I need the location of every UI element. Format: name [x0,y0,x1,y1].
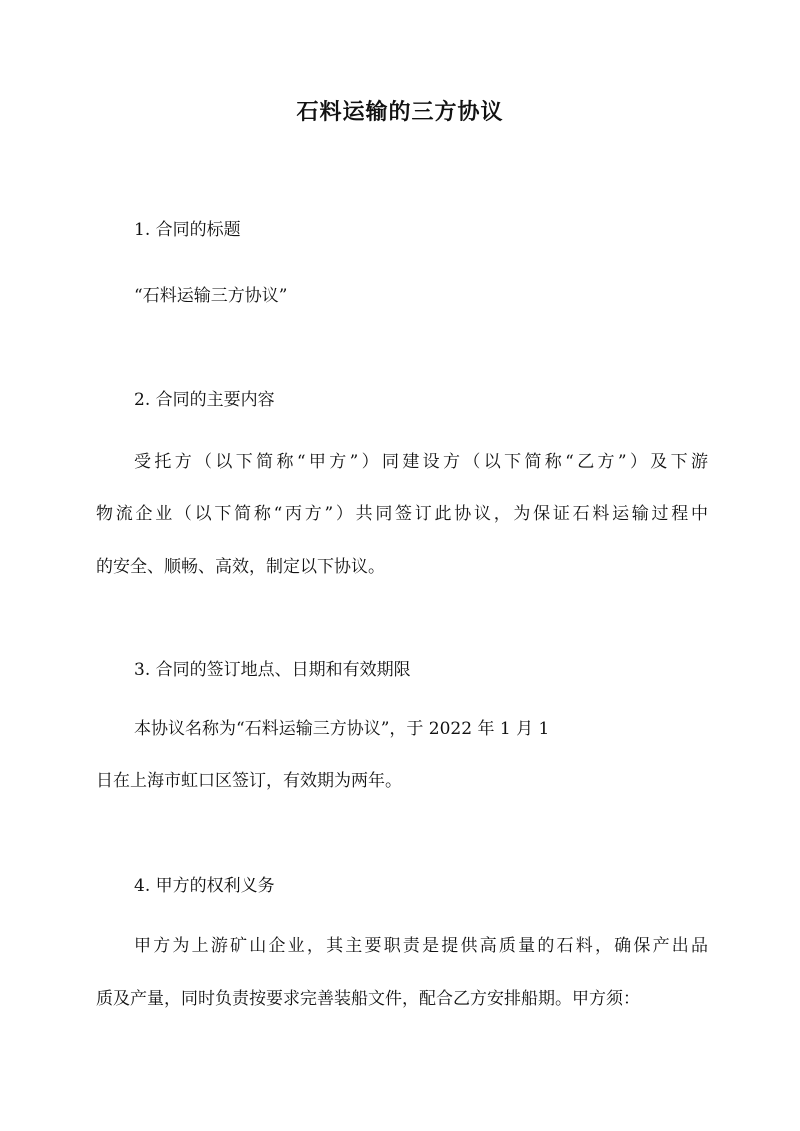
section-3-heading: 3. 合同的签订地点、日期和有效期限 [134,660,411,680]
section-2-body-line-1: 受托方（以下简称“甲方”）同建设方（以下简称“乙方”）及下游 [134,452,708,472]
section-2-body-line-3: 的安全、顺畅、高效，制定以下协议。 [96,557,385,577]
section-4-body-line-2: 质及产量，同时负责按要求完善装船文件，配合乙方安排船期。甲方须： [96,989,640,1009]
section-1-body-line-1: “石料运输三方协议” [134,286,288,306]
section-4-heading: 4. 甲方的权利义务 [134,876,275,896]
document-title: 石料运输的三方协议 [296,99,504,125]
section-2-body-line-2: 物流企业（以下简称“丙方”）共同签订此协议，为保证石料运输过程中 [96,504,708,524]
section-4-body-line-1: 甲方为上游矿山企业，其主要职责是提供高质量的石料，确保产出品 [134,936,708,956]
section-3-body-line-1: 本协议名称为“石料运输三方协议”，于 2022 年 1 月 1 [134,719,550,739]
section-3-body-line-2: 日在上海市虹口区签订，有效期为两年。 [96,771,402,791]
section-2-heading: 2. 合同的主要内容 [134,390,275,410]
section-1-heading: 1. 合同的标题 [134,220,241,240]
